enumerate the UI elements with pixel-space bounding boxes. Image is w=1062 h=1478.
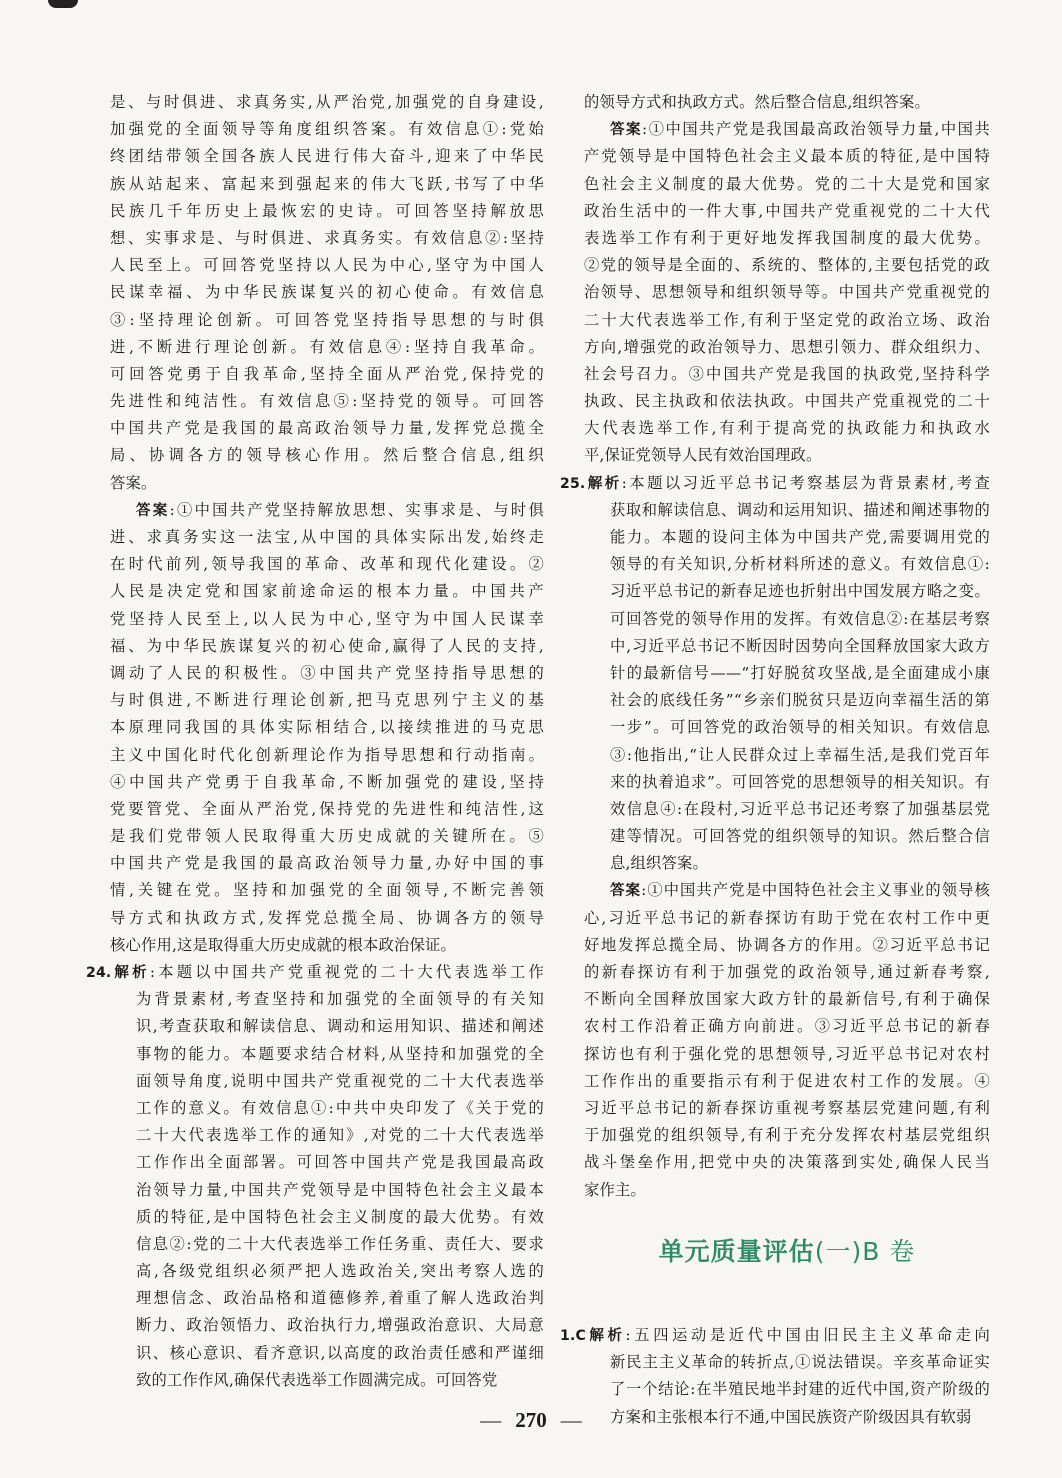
text-line [584,769,990,796]
line-text: 心,习近平总书记的新春探访有助于党在农村工作中更 [584,908,990,927]
text-line [584,1149,990,1176]
line-text: 效信息④:在段村,习近平总书记还考察了加强基层党 [610,799,990,818]
line-text: 先进性和纯洁性。有效信息⑤:坚持党的领导。可回答 [110,392,544,411]
text-line [584,89,990,116]
q24-analysis [86,959,544,1394]
line-text: 能力。本题的设问主体为中国共产党,需要调用党的 [610,528,990,546]
text-line [110,143,544,170]
line-text: 大代表选举工作,有利于提高党的执政能力和执政水 [584,419,990,438]
corner-mark [48,0,78,8]
analysis-label: 解析 [585,475,622,492]
line-text: 致的工作作风,确保代表选举工作圆满完成。可回答党 [136,1370,498,1389]
text-line [584,877,990,904]
text-line [560,470,990,497]
text-line [110,1095,544,1122]
text-line [110,116,544,143]
text-line [110,796,544,823]
line-text: 终团结带领全国各族人民进行伟大奋斗,迎来了中华民 [110,147,544,166]
line-text: :①中国共产党是我国最高政治领导力量,中国共 [642,120,990,139]
line-text: 可回答党的领导作用的发挥。有效信息②:在基层考察 [610,609,990,628]
text-line [110,551,544,578]
line-text: 主义中国化时代化创新理论作为指导思想和行动指南。 [110,745,544,764]
line-text: 二十大代表选举工作的通知》,对党的二十大代表选举 [136,1126,544,1145]
text-line [110,442,544,469]
line-text: 工作的意义。有效信息①:中共中央印发了《关于党的 [136,1098,544,1117]
page-number-value: 270 [515,1408,547,1432]
text-line [110,1068,544,1095]
text-line [584,742,990,769]
text-line [110,1312,544,1339]
text-line [110,769,544,796]
page-dash-right: — [560,1408,582,1432]
text-line [110,1285,544,1312]
text-line [584,307,990,334]
text-line [584,442,990,469]
text-line [110,1041,544,1068]
line-text: 答案。 [110,473,157,492]
text-line [584,198,990,225]
line-text: 可回答党勇于自我革命,坚持全面从严治党,保持党的 [110,364,544,383]
section-title-main: 单元质量评估 [658,1237,815,1266]
line-text: 针的最新信号——“打好脱贫攻坚战,是全面建成小康 [610,663,990,682]
text-line [584,1122,990,1149]
line-text: 导方式和执政方式,发挥党总揽全局、协调各方的领导 [110,908,544,927]
line-text: ②党的领导是全面的、系统的、整体的,主要包括党的政 [584,256,990,275]
line-text: 好地发挥总揽全局、协调各方的作用。②习近平总书记 [584,935,990,954]
text-line [584,143,990,170]
line-text: 农村工作沿着正确方向前进。③习近平总书记的新春 [584,1017,990,1036]
text-line [584,1068,990,1095]
text-line [110,633,544,660]
text-line [110,1122,544,1149]
line-text: 为背景素材,考查坚持和加强党的全面领导的有关知 [136,990,544,1009]
page-dash-left: — [480,1408,502,1432]
line-text: 的领导方式和执政方式。然后整合信息,组织答案。 [584,93,930,111]
text-line [110,470,544,497]
line-text: 是、与时俱进、求真务实,从严治党,加强党的自身建设, [110,93,544,111]
text-line [110,742,544,769]
text-line [86,959,544,986]
line-text: 获取和解读信息、调动和运用知识、描述和阐述事物的 [610,500,990,519]
text-line [110,1367,544,1394]
line-text: 新民主主义革命的转折点,①说法错误。辛亥革命证实 [610,1353,990,1372]
line-text: 不断向全国释放国家大政方针的最新信号,有利于确保 [584,990,990,1009]
line-text: 战斗堡垒作用,把党中央的决策落到实处,确保人民当 [584,1153,990,1172]
text-line [584,714,990,741]
line-text: 习近平总书记的新春足迹也折射出中国发展方略之变。 [610,582,990,601]
answer-label: 答案 [610,122,643,139]
line-text: 方向,增强党的政治领导力、思想引领力、群众组织力、 [584,337,990,356]
line-text: 工作作出全面部署。可回答中国共产党是我国最高政 [136,1153,544,1172]
text-line [584,1041,990,1068]
line-text: :本题以中国共产党重视党的二十大代表选举工作 [149,963,544,981]
line-text: 民族几千年历史上最恢宏的史诗。可回答坚持解放思 [110,201,544,220]
text-line [584,1095,990,1122]
q23-answer [110,497,544,959]
line-text: 社会号召力。③中国共产党是我国的执政党,坚持科学 [584,364,990,383]
q23-analysis-continued [110,89,544,497]
text-line [110,388,544,415]
text-line [110,415,544,442]
text-line [110,905,544,932]
line-text: 进、求真务实这一法宝,从中国的具体实际出发,始终走 [110,528,544,546]
line-text: 是我们党带领人民取得重大历史成就的关键所在。⑤ [110,827,544,846]
line-text: 政治生活中的一件大事,中国共产党重视党的二十大代 [584,201,990,220]
text-line [110,687,544,714]
line-text: 高,各级党组织必须严把人选政治关,突出考察人选的 [136,1262,544,1281]
line-text: 质的特征,是中国特色社会主义制度的最大优势。有效 [136,1207,544,1226]
line-text: 想、实事求是、与时俱进、求真务实。有效信息②:坚持 [110,228,544,247]
text-line [110,171,544,198]
page-number [0,1408,1062,1433]
line-text: 中国共产党是我国的最高政治领导力量,办好中国的事 [110,854,544,873]
text-line [584,905,990,932]
text-line [110,850,544,877]
text-line [110,1204,544,1231]
text-line [584,1376,990,1403]
line-text: 信息②:党的二十大代表选举工作任务重、责任大、要求 [136,1234,544,1253]
line-text: 福、为中华民族谋复兴的初心使命,赢得了人民的支持, [110,636,544,655]
line-text: 族从站起来、富起来到强起来的伟大飞跃,书写了中华 [110,174,544,193]
line-text: 一步”。可回答党的政治领导的相关知识。有效信息 [610,718,990,737]
section-title [584,1232,990,1268]
line-text: 本原理同我国的具体实际相结合,以接续推进的马克思 [110,718,544,737]
line-text: :①中国共产党是中国特色社会主义事业的领导核 [641,881,990,900]
line-text: 核心作用,这是取得重大历史成就的根本政治保证。 [110,935,456,954]
line-text: ④中国共产党勇于自我革命,不断加强党的建设,坚持 [110,772,544,791]
line-text: 在时代前列,领导我国的革命、改革和现代化建设。② [110,555,544,574]
text-line [110,660,544,687]
text-line [110,279,544,306]
text-line [584,1013,990,1040]
line-text: 情,关键在党。坚持和加强党的全面领导,不断完善领 [110,881,544,900]
text-line [584,279,990,306]
answer-label: 答案 [136,502,170,519]
text-line [110,334,544,361]
text-line [110,1258,544,1285]
left-column [86,89,544,1394]
line-text: 执政、民主执政和依法执政。中国共产党重视党的二十 [584,392,990,411]
line-text: 与时俱进,不断进行理论创新,把马克思列宁主义的基 [110,691,544,710]
text-line [584,1177,990,1204]
text-line [584,959,990,986]
text-line [560,1322,990,1349]
text-line [110,578,544,605]
line-text: 社会的底线任务”“乡亲们脱贫只是迈向幸福生活的第 [610,691,990,710]
line-text: 来的执着追求”。可回答党的思想领导的相关知识。有 [610,772,990,791]
text-line [110,1340,544,1367]
line-text: 调动了人民的积极性。③中国共产党坚持指导思想的 [110,663,544,682]
line-text: 表选举工作有利于更好地发挥我国制度的最大优势。 [584,228,990,247]
text-line [584,850,990,877]
line-text: 断力、政治领悟力、政治执行力,增强政治意识、大局意 [136,1316,544,1335]
line-text: 中,习近平总书记不断因时因势向全国释放国家大政方 [610,636,990,655]
section-title-paren: (一) [814,1237,863,1266]
line-text: 党要管党、全面从严治党,保持党的先进性和纯洁性,这 [110,799,544,818]
question-number: 24. [86,965,112,981]
text-line [584,660,990,687]
text-line [584,116,990,143]
text-line [584,497,990,524]
text-line [110,497,544,524]
line-text: 进,不断进行理论创新。有效信息④:坚持自我革命。 [110,337,544,356]
text-line [110,524,544,551]
line-text: 于加强党的组织领导,有利于充分发挥农村基层党组织 [584,1126,990,1145]
question-number: 1.C [560,1328,586,1344]
line-text: 人民是决定党和国家前途命运的根本力量。中国共产 [110,582,544,601]
text-line [110,307,544,334]
line-text: 探访也有利于强化党的思想领导,习近平总书记对农村 [584,1044,990,1063]
line-text: 了一个结论:在半殖民地半封建的近代中国,资产阶级的 [610,1380,990,1399]
text-line [584,578,990,605]
text-line [584,551,990,578]
line-text: 中国共产党是我国的最高政治领导力量,发挥党总揽全 [110,419,544,438]
text-line [584,252,990,279]
text-line [584,361,990,388]
text-line [110,823,544,850]
text-line [110,1177,544,1204]
text-line [110,986,544,1013]
line-text: 面领导角度,说明中国共产党重视党的二十大代表选举 [136,1071,544,1090]
text-line [584,415,990,442]
text-line [110,198,544,225]
line-text: :五四运动是近代中国由旧民主主义革命走向 [625,1326,990,1344]
line-text: :①中国共产党坚持解放思想、实事求是、与时俱 [169,500,544,519]
q24-answer [584,116,990,469]
line-text: 识、核心意识、看齐意识,以高度的政治责任感和严谨细 [136,1343,544,1362]
line-text: 治领导力量,中国共产党领导是中国特色社会主义最本 [136,1180,544,1199]
text-line [584,823,990,850]
text-line [110,714,544,741]
line-text: 加强党的全面领导等角度组织答案。有效信息①:党始 [110,120,544,139]
analysis-label: 解析 [585,1328,626,1344]
line-text: ③:坚持理论创新。可回答党坚持指导思想的与时俱 [110,310,544,329]
line-text: 工作作出的重要指示有利于促进农村工作的发展。④ [584,1071,990,1090]
text-line [584,388,990,415]
line-text: 治领导、思想领导和组织领导等。中国共产党重视党的 [584,283,990,302]
text-line [584,524,990,551]
text-line [110,1231,544,1258]
line-text: 色社会主义制度的最大优势。党的二十大是党和国家 [584,174,990,193]
text-line [584,334,990,361]
text-line [584,932,990,959]
text-line [584,225,990,252]
line-text: 二十大代表选举工作,有利于坚定党的政治立场、政治 [584,310,990,329]
line-text: 息,组织答案。 [610,854,709,873]
line-text: 理想信念、政治品格和道德修养,着重了解人选政治判 [136,1289,544,1308]
answer-label: 答案 [610,883,642,900]
right-column [560,89,991,1204]
text-line [584,171,990,198]
text-line [110,606,544,633]
text-line [584,796,990,823]
text-line [584,606,990,633]
text-line [110,225,544,252]
analysis-label: 解析 [111,965,150,981]
line-text: 平,保证党领导人民有效治国理政。 [584,446,822,465]
line-text: 家作主。 [584,1180,646,1199]
text-line [110,932,544,959]
line-text: 的新春探访有利于加强党的政治领导,通过新春考察, [584,963,990,981]
q25-answer [584,877,990,1203]
line-text: 领导的有关知识,分析材料所述的意义。有效信息①: [610,555,990,574]
text-line [110,252,544,279]
line-text: 党坚持人民至上,以人民为中心,坚守为中国人民谋幸 [110,609,544,628]
line-text: 民谋幸福、为中华民族谋复兴的初心使命。有效信息 [110,283,544,302]
text-line [584,1349,990,1376]
line-text: 方案和主张根本行不通,中国民族资产阶级因具有软弱 [610,1407,972,1426]
text-line [110,361,544,388]
text-line [110,877,544,904]
line-text: 识,考查获取和解读信息、调动和运用知识、描述和阐述 [136,1017,544,1036]
line-text: 局、协调各方的领导核心作用。然后整合信息,组织 [110,446,544,465]
question-number: 25. [560,475,586,492]
line-text: :本题以习近平总书记考察基层为背景素材,考查 [621,473,991,492]
line-text: 建等情况。可回答党的组织领导的知识。然后整合信 [610,827,990,846]
line-text: 事物的能力。本题要求结合材料,从坚持和加强党的全 [136,1044,544,1063]
q25-analysis [560,470,991,878]
section-title-suffix: B 卷 [862,1237,916,1266]
line-text: 产党领导是中国特色社会主义最本质的特征,是中国特 [584,147,990,166]
text-line [584,687,990,714]
text-line [584,633,990,660]
line-text: 习近平总书记的新春探访重视考察基层党建问题,有利 [584,1098,990,1117]
line-text: 人民至上。可回答党坚持以人民为中心,坚守为中国人 [110,256,544,275]
text-line [110,89,544,116]
line-text: ③:他指出,“让人民群众过上幸福生活,是我们党百年 [610,745,990,764]
q24-analysis-continued [584,89,990,116]
text-line [110,1013,544,1040]
text-line [584,986,990,1013]
text-line [110,1149,544,1176]
